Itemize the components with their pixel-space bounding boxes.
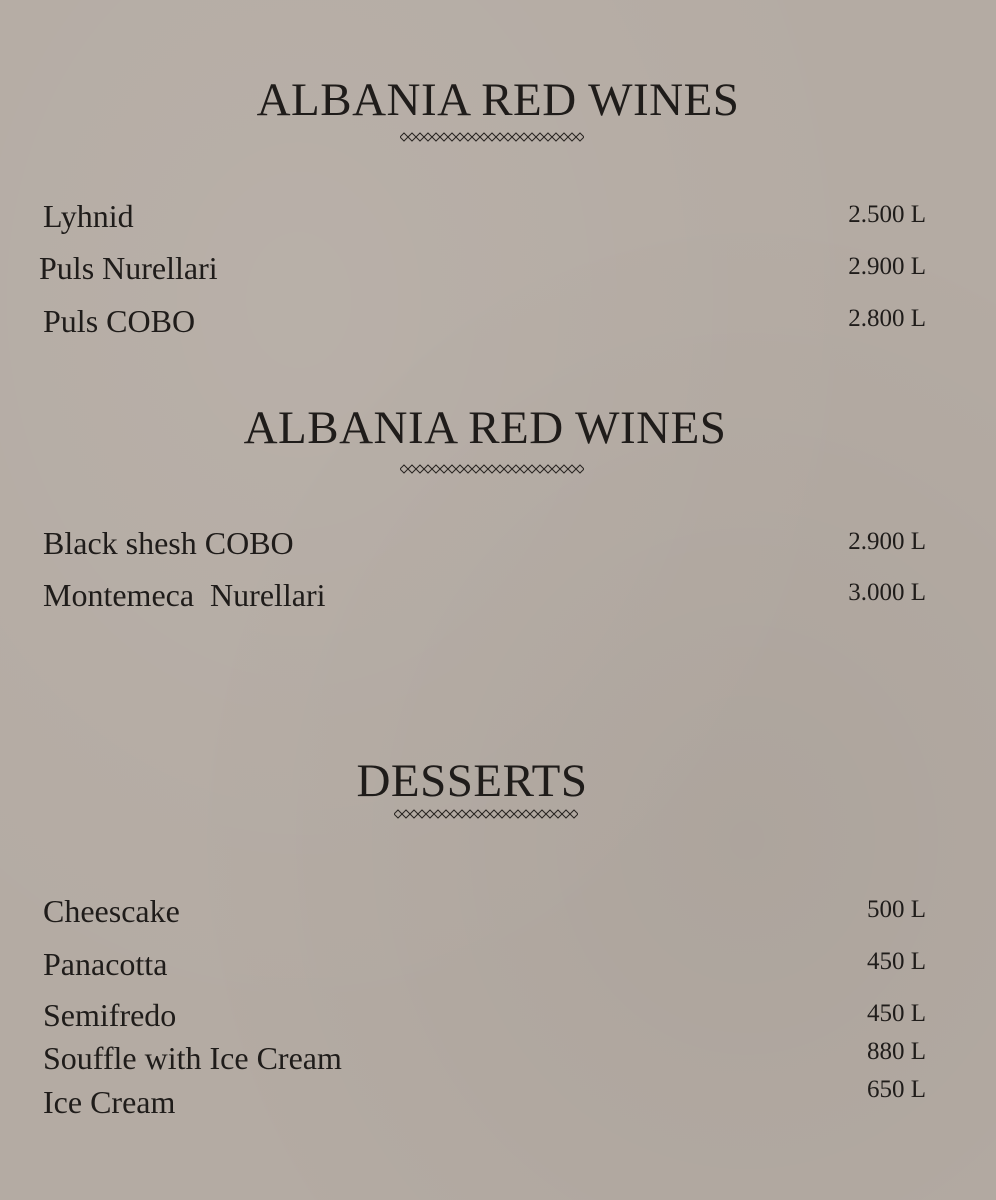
menu-item-name: Panacotta (43, 946, 168, 982)
menu-item-price: 3.000 L (848, 579, 926, 606)
menu-item-price: 450 L (866, 948, 926, 975)
menu-item-name: Black shesh COBO (43, 525, 294, 561)
menu-item-price: 2.500 L (848, 201, 926, 228)
zigzag-divider-icon (394, 808, 578, 820)
section-title-red-wines-1: ALBANIA RED WINES (256, 74, 740, 126)
menu-item-name: Puls COBO (43, 303, 196, 339)
menu-item-price: 450 L (866, 1000, 926, 1027)
zigzag-divider-icon (400, 463, 584, 475)
menu-item-name: Montemeca Nurellari (43, 577, 326, 613)
menu-item-price: 650 L (866, 1076, 926, 1103)
menu-item-name: Puls Nurellari (39, 250, 218, 286)
menu-item-price: 2.900 L (848, 253, 926, 280)
section-title-red-wines-2: ALBANIA RED WINES (243, 402, 727, 454)
menu-item-name: Ice Cream (43, 1084, 176, 1120)
menu-item-name: Cheescake (43, 893, 180, 929)
section-title-desserts: DESSERTS (356, 755, 588, 807)
menu-item-name: Lyhnid (43, 198, 134, 234)
menu-item-price: 2.800 L (848, 305, 926, 332)
menu-item-price: 880 L (866, 1038, 926, 1065)
menu-item-name: Semifredo (43, 997, 177, 1033)
menu-item-price: 500 L (866, 896, 926, 923)
menu-item-name: Souffle with Ice Cream (43, 1040, 342, 1076)
menu-item-price: 2.900 L (848, 528, 926, 555)
zigzag-divider-icon (400, 131, 584, 143)
